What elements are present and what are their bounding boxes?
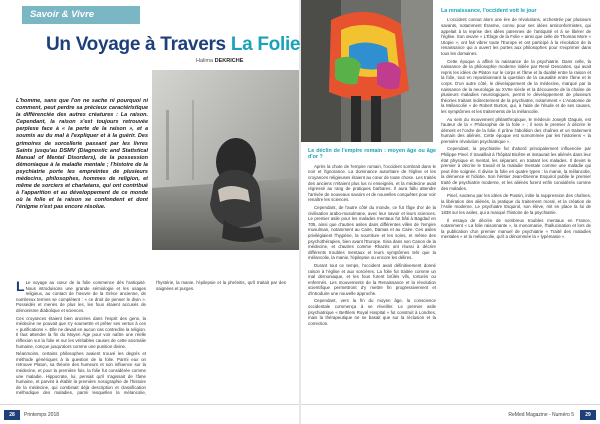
footer-left <box>0 404 299 424</box>
photo-colorful-figure <box>301 0 433 142</box>
photo-woman-in-cell <box>152 70 299 250</box>
section-tag: Savoir & Vivre <box>22 6 140 24</box>
body-paragraph: Cette époque a affiné la naissance de la psychiatrie. Dans celle, la naissance de la philosophie moderne initiée par René Descartes, qui avait repris les idées de Platon sur le corps et l'âme et la dualité entre la raison et la folie, tout en repositionnant la question de la causalité entre l'âme et le corps. D'un autre côté, le développement de la médecine, marqué par la naissance de la neurologie au XVIIe siècle et la découverte de la chaîne de plusieurs maladies neurologiques, permit le développement de plusieurs théories traitant indirectement de la psychiatrie, notamment « L'Anatomie de la Mélancolie » de Robert Burton, qui, à l'aide de l'étude et de ses causes, les symptômes et les traitements de la mélancolie. <box>441 58 591 114</box>
section-subhead: La renaissance, l'occident voit le jour <box>441 8 537 14</box>
title-accent: La Folie <box>230 34 301 55</box>
author-last-name: DEKRICHE <box>214 58 244 64</box>
page-number-right: 29 <box>580 410 596 420</box>
issue-date: Printemps 2018 <box>24 412 60 418</box>
body-paragraph: Cependant, vers la fin du moyen âge, la conscience occidentale commença à se réveiller. Le premier asile psychiatrique « Bethlem Royal Hospital » fut construit à Londres, mais la thérapeutique ne se basait que sur la réclusion et la correction. <box>308 298 436 326</box>
body-paragraph <box>16 280 146 314</box>
body-paragraph: L'occident connut alors une ère de révolutions, orchestrée par plusieurs savants, notamment Érasme, connu pour ses idées anticonformistes, qui appelait à la reprise des idées païennes de l'antiquité et à se libérer de l'église. Son œuvre « L'Éloge de la Folie » ainsi que celle de Thomas More « Utopie », ont fait vibrer toute l'Europe et ont participé à la révolution de la renaissance qui a ouvert les portes aux philosophes pour s'exprimer dans tous les domaines. <box>441 17 591 56</box>
article-intro: L'homme, sans que l'on ne sache ni pourquoi ni comment, peut perdre sa précieux caractéristique la différenciée des autres créatures : La raison. Cependant, la raison s'est toujours retrouvée perplexe face à « la perte de la raison », et a soumis au du mal à l'expliquer et à la guérir. Des grimoires de sorcellerie passant par les livres Saints jusqu'au DSMV (Diagnostic and Statistical Manual of Mental Disorders), de la possession démoniaque à la maladie mentale ; l'histoire de la psychiatrie porte les empreintes de plusieurs médecins, philosophes, hommes de religion, et même de sorciers et charlatans, qui ont contribué à l'apparition et au développement de ce monde où la folie et la raison se confondent et dont l'énigme n'est pas encore résolue. <box>16 98 148 211</box>
author-first-name: Halima <box>196 58 214 64</box>
body-paragraph: Au sein du mouvement philanthropique, le médecin Joseph Daquin, est l'auteur de la « Philosophie de la folie » ; il sera le premier à décrire le dément et l'ordre de la folie. Il prône l'abolition des chaînes et un traitement humain des aliénés. Cette époque est surnommée par les historiens « la première révolution psychiatrique ». <box>441 116 591 144</box>
body-paragraph: Cependant, la psychiatrie fut d'abord principalement influencée par Philippe Pinel. Il travaillait à l'hôpital Bicêtre et instaurait les aliénés dans leur état physique et mental, les séparant, en traitant les malades. Il devint le premier à décrire le travail et la maladie mentale comme une maladie qui peut être soignée. Il divise la folie en quatre types : la manie, la mélancolie, la démence et l'idiotie. Son héritier Jean-Étienne Esquirol publie le premier traité de psychiatrie moderne, et les aliénés furent enfin considérés comme des malades. <box>441 146 591 191</box>
magazine-name: ReMed Magazine - Numéro 5 <box>508 412 574 418</box>
body-paragraph: Durant tout ce temps, l'occident avait définitivement donné raison à l'église et aux sorcières. La folie fut traitée comme un mal démoniaque, et les fous furent brûlés vifs, torturés ou enfermés. Les mouvements de la Renaissance et la révolution scientifique permettront d'y mettre fin progressivement et d'introduire une nouvelle approche. <box>308 262 436 296</box>
body-paragraph: Il essaya de décrire de nombreux troubles mentaux en France, notamment « La folie raisonnante », la monomanie, l'hallucination et lors de la publication d'un premier manuel de psychiatrie « Traité des maladies mentales » et la mélancolie, qu'il a dénommée la « lypémanie ». <box>441 217 591 240</box>
body-paragraph: Après la chute de l'empire romain, l'occident sombrait dans le noir et l'ignorance. La dominance autoritaire de l'église et les croyances religieuses étaient au cœur de toute chose. Les traités des anciens n'étaient plus lus ni enseignés, et la médecine avait régressé au rang de pratiques barbares. Il aura fallu attendre l'arrivée de nouveaux savoirs et de nouvelles conquêtes pour voir renaître les sciences. <box>308 163 436 203</box>
body-paragraph: Néanmoins, certains philosophes avaient trouvé les degrés et méthode génériques à la question de la folie. Parmi eux on retrouve Platon, sa théorie des humeurs et son influence sur la médecine, et pour la première fois, la folie fut considérée comme une maladie. Hippocrate, lui, pensait qu'il s'agissait de l'âme humaine, et parvint à établir la première nosographie de l'histoire de la médecine, qui combinait déjà description et classification méthodique des maladies, parmi lesquelles la mélancolie, l'hystérie, la manie, l'épilepsie et la phrénitis, qu'il traitait par des saignées et purges. <box>16 280 286 396</box>
article-column-right-2 <box>441 8 591 398</box>
body-paragraph: Pinel, soutenu par les idées de Pussin, initie la suppression des chaînes, la libération des aliénés, la pratique du traitement moral, et la création de l'Asile moderne. Le psychiatre Esquirol, son élève, mit en place la loi de 1838 sur les asiles, qui a marqué l'histoire de la psychiatrie. <box>441 193 591 215</box>
article-column-right-1 <box>308 148 436 398</box>
photo-woman-in-cell-image <box>152 70 299 250</box>
article-title <box>46 34 301 56</box>
photo-colorful-figure-image <box>301 0 433 142</box>
body-paragraph: Cependant, de l'autre côté du monde, ce fut l'âge d'or de la civilisation arabo-musulmane, avec leur savoir et leurs sciences. Le premier asile pour les malades mentaux fut bâti à Bagdad en 705, ainsi que d'autres asiles dans différentes villes de l'empire musulman, notamment au Caire, Damas et au Caire. Ces asiles privilégiaient l'hygiène, la nourriture et les soins, et même des psychothérapies, bien avant l'Europe. Sina dans son Canon de la médecine, et d'autres comme Rhazès ont réussi à décrire différents troubles mentaux et leurs symptômes tels que la mélancolie, la manie, l'épilepsie ou encore les délires. <box>308 204 436 261</box>
drop-cap: L <box>16 280 25 294</box>
section-subhead: Le déclin de l'empire romain : moyen âge ou âge d'or ? <box>308 148 436 161</box>
title-main: Un Voyage à Travers <box>46 34 226 55</box>
body-paragraph-text: Le voyage au cœur de la folie commence dès l'antiquité. Nous introduisons une grande sémiologie et les usages religieux, au contact de l'œuvre de la Grèce ancienne, de nombreux termes se complètent : « ce droit de penser le divin ». Possédés et menés de plus les, les fous étaient accusés de démonisme diabolique et sciences. <box>16 280 146 313</box>
body-paragraph: Ces croyances étaient bien ancrées dans l'esprit des gens, la médecine ne pouvait que s'y soumettre et prêter ses vertus à ces « purifications ». Elle ne devait en aucun cas contredire la religion. Il faut attendre la fin du Moyen Âge pour voir naître une réelle réflexion sur la folie et sur les véritables causes de cette anomalie humaine, conçue jusqu'alors comme une punition divine. <box>16 315 146 349</box>
article-body-left <box>16 280 286 400</box>
footer-right <box>301 404 600 424</box>
author-byline <box>196 58 243 64</box>
page-number-left: 28 <box>4 410 20 420</box>
